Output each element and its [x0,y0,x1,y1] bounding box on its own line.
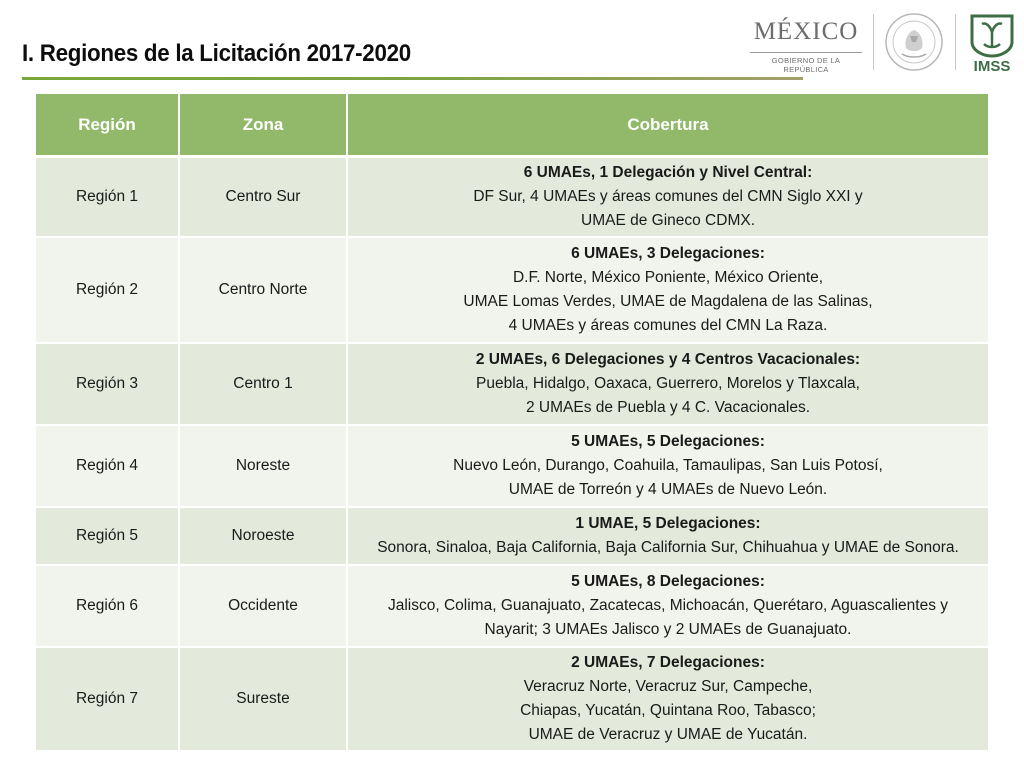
zona-cell: Noroeste [179,507,347,565]
table-row [36,507,988,565]
mexico-logo-word: MÉXICO [753,18,859,45]
region-cell: Región 5 [36,507,179,565]
table-row [36,565,988,647]
zona-cell: Centro Norte [179,237,347,343]
cobertura-cell [347,647,988,751]
cobertura-line: Nayarit; 3 UMAEs Jalisco y 2 UMAEs de Guanajuato. [484,620,852,638]
cobertura-cell [347,565,988,647]
table-row [36,343,988,425]
cobertura-line: Puebla, Hidalgo, Oaxaca, Guerrero, Morelos y Tlaxcala, [476,374,860,392]
table-row [36,425,988,507]
cobertura-line: Nuevo León, Durango, Coahuila, Tamaulipas, San Luis Potosí, [453,456,883,474]
region-cell: Región 1 [36,157,179,237]
cobertura-title: 5 UMAEs, 8 Delegaciones: [571,572,765,590]
region-cell: Región 7 [36,647,179,751]
cobertura-cell [347,425,988,507]
table-row [36,647,988,751]
cobertura-line: Jalisco, Colima, Guanajuato, Zacatecas, Michoacán, Querétaro, Aguascalientes y [387,596,948,614]
zona-cell: Centro 1 [179,343,347,425]
cobertura-title: 2 UMAEs, 7 Delegaciones: [571,653,765,671]
cobertura-line: 4 UMAEs y áreas comunes del CMN La Raza. [508,316,828,334]
column-header-cobertura: Cobertura [347,94,988,157]
table-header-row [36,94,988,157]
cobertura-title: 6 UMAEs, 1 Delegación y Nivel Central: [523,163,813,181]
cobertura-line: Chiapas, Yucatán, Quintana Roo, Tabasco; [520,701,816,719]
imss-logo [966,12,1018,74]
cobertura-title: 5 UMAEs, 5 Delegaciones: [571,432,765,450]
logo-divider [955,14,956,70]
region-cell: Región 2 [36,237,179,343]
cobertura-line: UMAE de Torreón y 4 UMAEs de Nuevo León. [508,480,828,498]
cobertura-line: DF Sur, 4 UMAEs y áreas comunes del CMN Siglo XXI y [473,187,863,205]
mexico-logo-subtitle: GOBIERNO DE LA REPÚBLICA [750,52,862,74]
zona-cell: Occidente [179,565,347,647]
cobertura-line: D.F. Norte, México Poniente, México Oriente, [512,268,824,286]
column-header-zona: Zona [179,94,347,157]
region-cell: Región 3 [36,343,179,425]
cobertura-cell [347,237,988,343]
national-seal-icon [884,12,944,72]
cobertura-title: 1 UMAE, 5 Delegaciones: [575,514,761,532]
regions-table [36,94,988,752]
cobertura-line: 2 UMAEs de Puebla y 4 C. Vacacionales. [525,398,811,416]
cobertura-cell [347,343,988,425]
cobertura-title: 2 UMAEs, 6 Delegaciones y 4 Centros Vacacionales: [475,350,861,368]
region-cell: Región 6 [36,565,179,647]
cobertura-line: UMAE de Gineco CDMX. [581,211,755,229]
page-title: I. Regiones de la Licitación 2017-2020 [22,40,411,67]
imss-logo-word: IMSS [973,58,1011,75]
cobertura-title: 6 UMAEs, 3 Delegaciones: [571,244,765,262]
zona-cell: Noreste [179,425,347,507]
zona-cell: Centro Sur [179,157,347,237]
cobertura-cell [347,157,988,237]
column-header-region: Región [36,94,179,157]
imss-emblem-icon [966,12,1018,58]
table-row [36,157,988,237]
title-underline [22,77,803,80]
logo-divider [873,14,874,70]
cobertura-line: Veracruz Norte, Veracruz Sur, Campeche, [523,677,813,695]
table-body [36,157,988,751]
region-cell: Región 4 [36,425,179,507]
zona-cell: Sureste [179,647,347,751]
cobertura-line: Sonora, Sinaloa, Baja California, Baja California Sur, Chihuahua y UMAE de Sonora. [377,538,959,556]
cobertura-cell [347,507,988,565]
cobertura-line: UMAE de Veracruz y UMAE de Yucatán. [528,725,808,743]
cobertura-line: UMAE Lomas Verdes, UMAE de Magdalena de las Salinas, [463,292,873,310]
mexico-government-logo [750,18,862,74]
table-row [36,237,988,343]
